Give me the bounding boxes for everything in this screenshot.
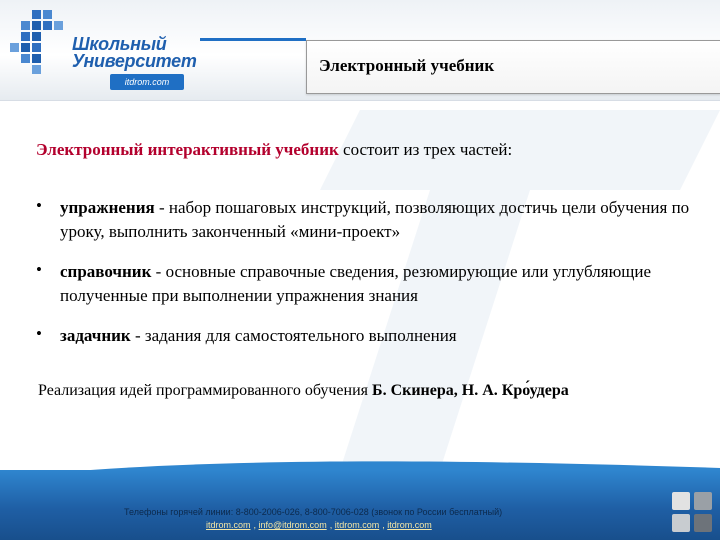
header-bar: [0, 0, 720, 101]
list-item-text: - задания для самостоятельного выполнения: [130, 326, 457, 345]
header-accent-line: [200, 38, 306, 41]
implementation-note: [38, 382, 569, 400]
note-prefix: Реализация идей программированного обучения: [38, 382, 372, 399]
list-item-body: [60, 260, 690, 308]
bullet-marker: •: [36, 260, 42, 279]
logo-line-2: Университет: [72, 51, 197, 71]
bullet-marker: •: [36, 324, 42, 343]
note-authors: [372, 382, 569, 399]
logo-blocks-icon: [10, 10, 72, 80]
footer-link[interactable]: info@itdrom.com: [258, 520, 327, 530]
intro-rest: состоит из трех частей:: [338, 140, 513, 159]
list-item-text: - основные справочные сведения, резюмирующие или углубляющие полученные при выполнении упражнения знания: [60, 262, 652, 305]
slide-title-box: [306, 40, 720, 94]
school-university-logo[interactable]: [10, 6, 200, 96]
intro-highlight: Электронный интерактивный учебник: [36, 140, 339, 159]
hotline-phones: Телефоны горячей линии: 8-800-2006-026, 8-800-7006-028 (звонок по России бесплатный): [124, 507, 503, 517]
note-authors-part-a: Б. Скинера, Н. А. Кро: [371, 382, 530, 399]
intro-line: [36, 140, 512, 160]
list-item-term: упражнения: [60, 198, 155, 217]
list-item-body: [60, 324, 690, 348]
corner-squares-icon: [672, 492, 716, 536]
list-item-body: [60, 196, 690, 244]
list-item-text: - набор пошаговых инструкций, позволяющих достичь цели обучения по уроку, выполнить законченный «мини-проект»: [60, 198, 690, 241]
footer-links: itdrom.com , info@itdrom.com , itdrom.com , itdrom.com: [206, 520, 432, 530]
footer-link[interactable]: itdrom.com: [334, 520, 380, 530]
logo-line-1: Школьный: [72, 34, 167, 54]
bullet-marker: •: [36, 196, 42, 215]
logo-wordmark: [72, 34, 197, 71]
footer-link[interactable]: itdrom.com: [206, 520, 251, 530]
slide-title: Электронный учебник: [319, 56, 495, 75]
note-authors-part-b: удера: [529, 382, 569, 399]
list-item-term: справочник: [60, 262, 152, 281]
logo-url-badge[interactable]: itdrom.com: [110, 74, 184, 90]
footer-link[interactable]: itdrom.com: [387, 520, 432, 530]
list-item-term: задачник: [60, 326, 131, 345]
